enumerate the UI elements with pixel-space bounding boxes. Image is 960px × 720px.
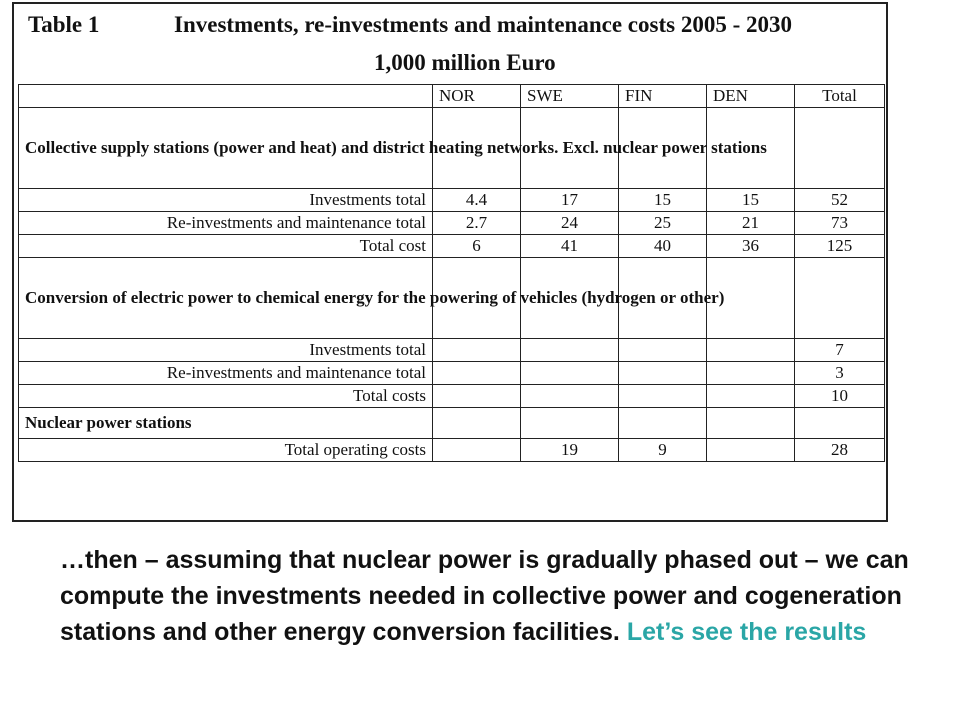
table-cell: [707, 339, 795, 362]
table-cell: 2.7: [433, 212, 521, 235]
table-cell: 17: [521, 189, 619, 212]
table-cell: 15: [619, 189, 707, 212]
row-label: Total operating costs: [19, 439, 433, 462]
table-cell: 21: [707, 212, 795, 235]
table-cell: 9: [619, 439, 707, 462]
table-cell: 40: [619, 235, 707, 258]
table-cell: [707, 362, 795, 385]
table-cell: 24: [521, 212, 619, 235]
table-cell: 6: [433, 235, 521, 258]
table-row: [19, 439, 885, 462]
table-cell: 3: [795, 362, 885, 385]
row-label: Investments total: [19, 189, 433, 212]
table-cell: 4.4: [433, 189, 521, 212]
table-cell: [433, 385, 521, 408]
table-cell: [707, 439, 795, 462]
row-label: Total costs: [19, 385, 433, 408]
cost-table: [18, 84, 885, 462]
table-cell: 7: [795, 339, 885, 362]
table-cell: [707, 385, 795, 408]
table-cell: [619, 362, 707, 385]
scanned-table-image: [12, 2, 888, 522]
table-cell: 41: [521, 235, 619, 258]
slide-caption: [60, 542, 940, 650]
table-cell: [433, 362, 521, 385]
table-cell: [619, 385, 707, 408]
table-title: Investments, re-investments and maintenance costs 2005 - 2030: [174, 12, 792, 37]
column-header: DEN: [707, 85, 795, 108]
column-header: FIN: [619, 85, 707, 108]
table-cell: [521, 385, 619, 408]
table-cell: [619, 339, 707, 362]
caption-highlight: Let’s see the results: [626, 618, 867, 646]
table-cell: [433, 439, 521, 462]
header-empty-cell: [19, 85, 433, 108]
table-row: [19, 212, 885, 235]
table-cell: 52: [795, 189, 885, 212]
table-cell: [521, 339, 619, 362]
row-label: Re-investments and maintenance total: [19, 362, 433, 385]
table-row: [19, 189, 885, 212]
section-heading: Nuclear power stations: [19, 408, 433, 439]
table-row: [19, 362, 885, 385]
table-cell: [521, 362, 619, 385]
row-label: Investments total: [19, 339, 433, 362]
column-header: Total: [795, 85, 885, 108]
table-number: Table 1: [28, 12, 100, 37]
table-unit: 1,000 million Euro: [374, 50, 556, 75]
table-cell: [433, 339, 521, 362]
table-cell: 25: [619, 212, 707, 235]
table-header-row: [19, 85, 885, 108]
table-cell: 125: [795, 235, 885, 258]
table-cell: 28: [795, 439, 885, 462]
section-heading-row: [19, 108, 885, 189]
table-cell: 36: [707, 235, 795, 258]
section-heading-row: [19, 408, 885, 439]
table-cell: 10: [795, 385, 885, 408]
column-header: NOR: [433, 85, 521, 108]
row-label: Total cost: [19, 235, 433, 258]
table-row: [19, 385, 885, 408]
section-heading: Collective supply stations (power and heat) and district heating networks. Excl. nuclear power stations: [19, 108, 433, 189]
table-row: [19, 339, 885, 362]
section-heading-row: [19, 258, 885, 339]
section-heading: Conversion of electric power to chemical energy for the powering of vehicles (hydrogen or other): [19, 258, 433, 339]
column-header: SWE: [521, 85, 619, 108]
table-row: [19, 235, 885, 258]
table-cell: 15: [707, 189, 795, 212]
caption-text: …then – assuming that nuclear power is gradually phased out – we can compute the investments needed in collective power and cogeneration stations and other energy conversion facilities.: [60, 546, 909, 646]
row-label: Re-investments and maintenance total: [19, 212, 433, 235]
table-cell: 19: [521, 439, 619, 462]
table-cell: 73: [795, 212, 885, 235]
